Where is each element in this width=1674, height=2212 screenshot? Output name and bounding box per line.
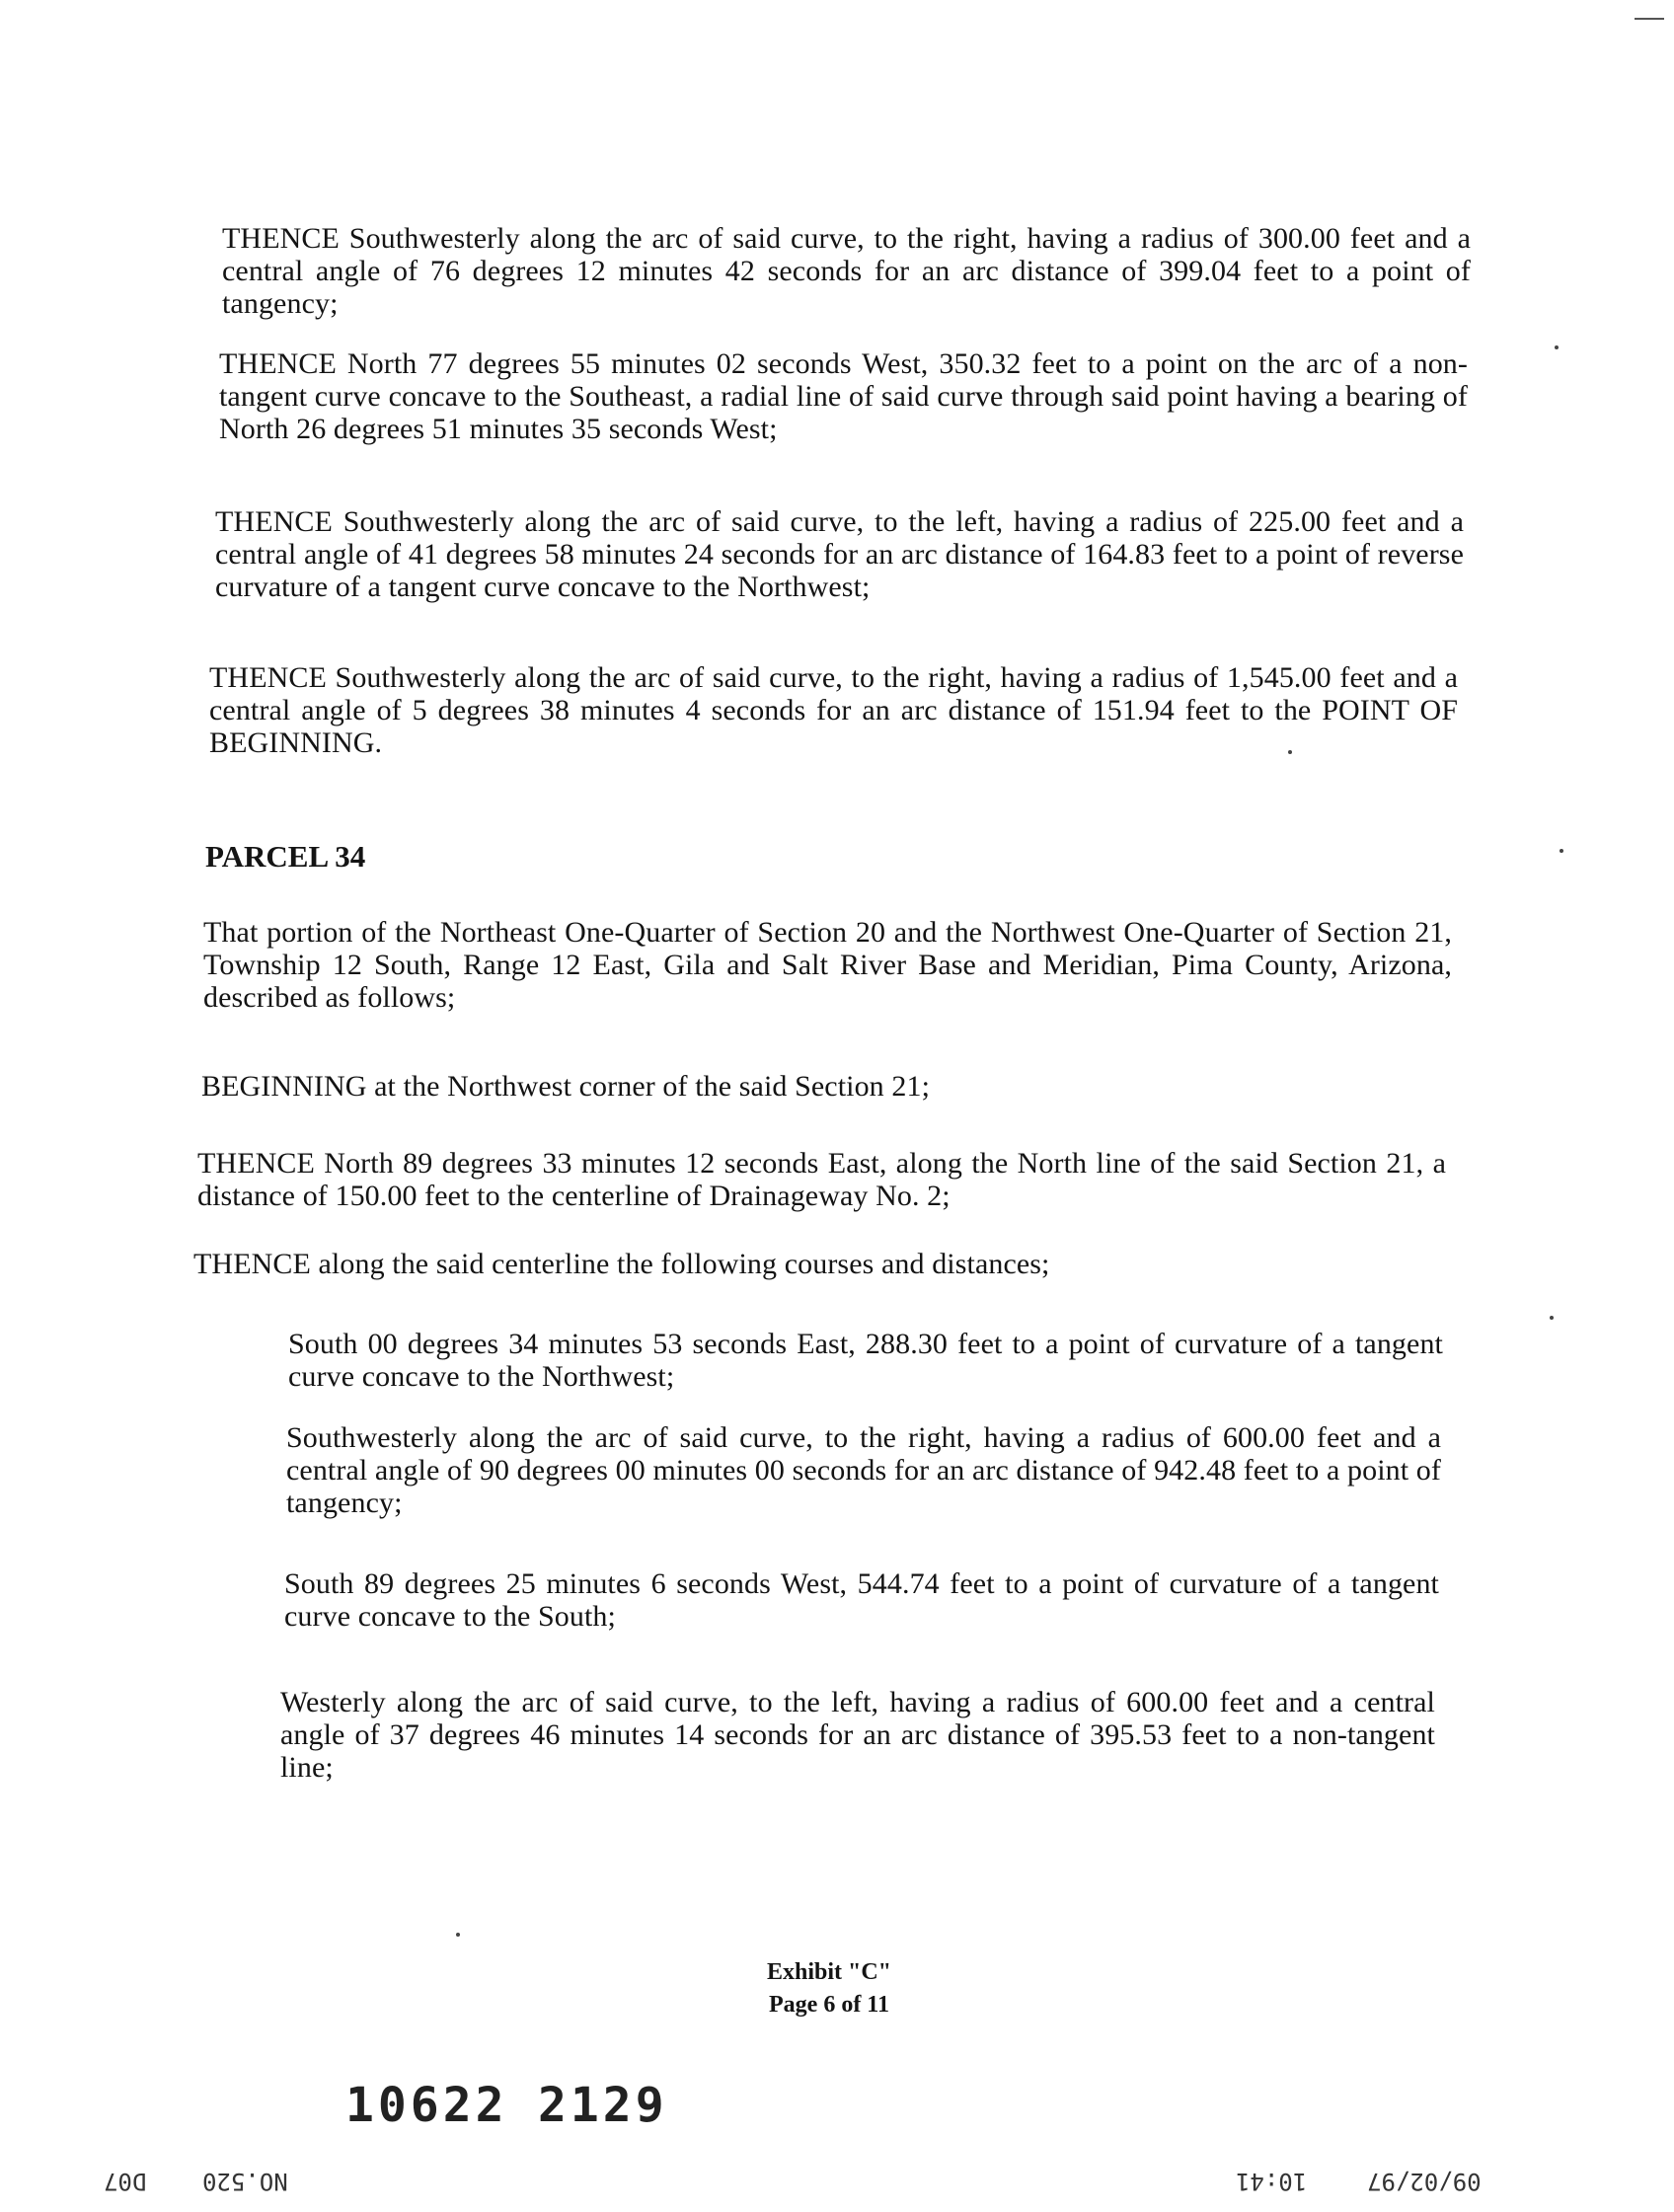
course-item: South 89 degrees 25 minutes 6 seconds West, 544.74 feet to a point of curvature of a tangent curve concave to the South;: [284, 1567, 1439, 1633]
recording-page-number: 2129: [538, 2078, 668, 2133]
fax-number: NO.520: [202, 2168, 288, 2195]
paragraph-beginning: BEGINNING at the Northwest corner of the said Section 21;: [201, 1070, 931, 1103]
fax-date: 09/02/97: [1367, 2168, 1482, 2195]
paragraph-thence-2: THENCE North 77 degrees 55 minutes 02 seconds West, 350.32 feet to a point on the arc of a non-tangent curve concave to the Southeast, a radial line of said curve through said point having a bearing of North 26 degrees 51 minutes 35 seconds West;: [219, 347, 1468, 445]
scan-speck: [1560, 849, 1563, 853]
scan-speck: [1288, 750, 1292, 754]
course-item: Westerly along the arc of said curve, to the left, having a radius of 600.00 feet and a central angle of 37 degrees 46 minutes 14 seconds for an arc distance of 395.53 feet to a non-tangent line;: [280, 1686, 1435, 1784]
paragraph-thence-3: THENCE Southwesterly along the arc of said curve, to the left, having a radius of 225.00 feet and a central angle of 41 degrees 58 minutes 24 seconds for an arc distance of 164.83 feet to a point of reverse curvature of a tangent curve concave to the Northwest;: [215, 505, 1464, 603]
scan-corner-mark: [1635, 18, 1664, 20]
paragraph-thence-4: THENCE Southwesterly along the arc of said curve, to the right, having a radius of 1,545.00 feet and a central angle of 5 degrees 38 minutes 4 seconds for an arc distance of 151.94 feet to the POINT OF BEGINNING.: [209, 661, 1458, 759]
scan-speck: [456, 1933, 460, 1937]
paragraph-thence-centerline: THENCE along the said centerline the following courses and distances;: [193, 1248, 1050, 1280]
scan-speck: [1555, 345, 1559, 349]
page-number: Page 6 of 11: [769, 1992, 889, 2018]
paragraph-thence-1: THENCE Southwesterly along the arc of said curve, to the right, having a radius of 300.00 feet and a central angle of 76 degrees 12 minutes 42 seconds for an arc distance of 399.04 feet to a point of tangency;: [222, 222, 1471, 320]
fax-page-code: D07: [104, 2168, 147, 2195]
scan-speck: [1550, 1316, 1554, 1320]
course-item: Southwesterly along the arc of said curve, to the right, having a radius of 600.00 feet and a central angle of 90 degrees 00 minutes 00 seconds for an arc distance of 942.48 feet to a point of tangency;: [286, 1421, 1441, 1519]
parcel-heading: PARCEL 34: [205, 839, 366, 874]
paragraph-thence-north: THENCE North 89 degrees 33 minutes 12 seconds East, along the North line of the said Section 21, a distance of 150.00 feet to the centerline of Drainageway No. 2;: [197, 1147, 1446, 1212]
recording-book-number: 10622: [345, 2078, 508, 2133]
parcel-description: That portion of the Northeast One-Quarter of Section 20 and the Northwest One-Quarter of Section 21, Township 12 South, Range 12 East, Gila and Salt River Base and Meridian, Pima County, Arizona, described as follows;: [203, 916, 1452, 1014]
course-item: South 00 degrees 34 minutes 53 seconds East, 288.30 feet to a point of curvature of a tangent curve concave to the Northwest;: [288, 1328, 1443, 1393]
exhibit-label: Exhibit "C": [766, 1959, 891, 1985]
fax-time: 10:41: [1236, 2168, 1308, 2195]
